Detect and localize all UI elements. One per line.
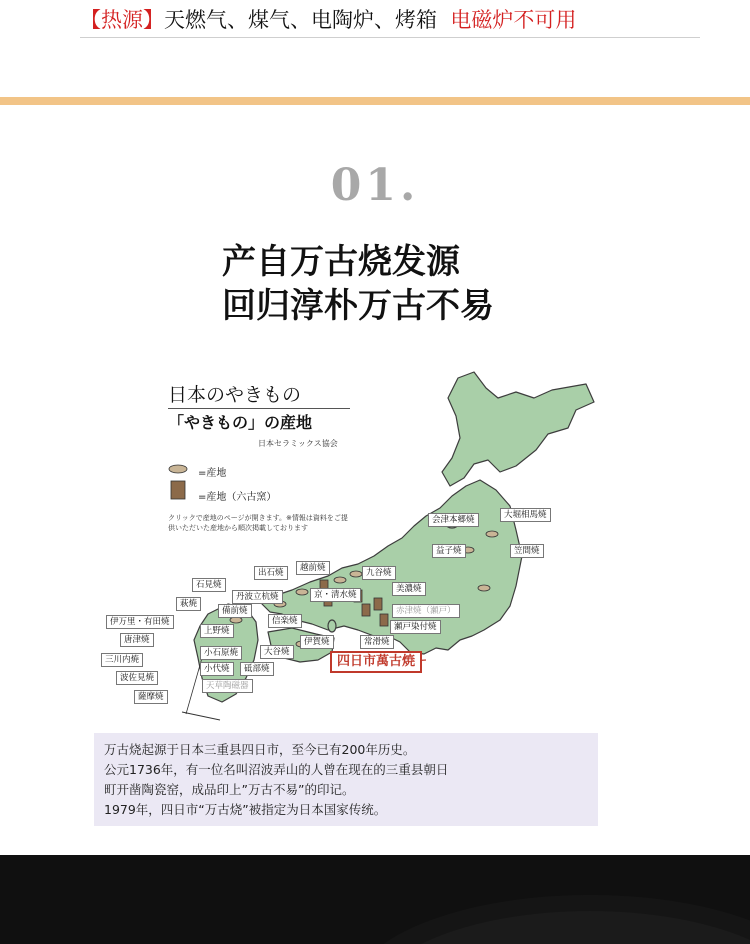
pot-rim-image: [0, 855, 750, 944]
map-label: 笠間焼: [510, 544, 544, 558]
map-label: 瀬戸染付焼: [390, 620, 441, 634]
info-line-2: 公元1736年，有一位名叫沼波弄山的人曾在现在的三重县朝日: [104, 762, 449, 777]
map-label: 出石焼: [254, 566, 288, 580]
map-label: 赤津焼（瀬戸）: [392, 604, 460, 618]
map-label: 小石原焼: [200, 646, 242, 660]
map-label: 越前焼: [296, 561, 330, 575]
map-label: 波佐見焼: [116, 671, 158, 685]
map-label: 大堀相馬焼: [500, 508, 551, 522]
section-headline: [222, 240, 642, 328]
map-label: 丹波立杭焼: [232, 590, 283, 604]
info-line-3: 町开凿陶瓷窑，成品印上”万古不易”的印记。: [104, 782, 355, 797]
legend-site-icon: [169, 465, 187, 473]
map-subtitle: 「やきもの」の産地: [168, 413, 313, 432]
heat-source-not-supported: 电磁炉不可用: [450, 8, 577, 32]
map-label: 砥部焼: [240, 662, 274, 676]
product-photo: [0, 855, 750, 944]
map-label: 小代焼: [200, 662, 234, 676]
map-label: 天草陶磁器: [202, 679, 253, 693]
map-label: 薩摩焼: [134, 690, 168, 704]
map-note: クリックで産地のページが開きます。※情報は資料をご提供いただいた産地から順次掲載しております: [168, 514, 348, 532]
map-label: 石見焼: [192, 578, 226, 592]
site-marker: [350, 571, 362, 577]
site-marker: [334, 577, 346, 583]
history-info-box: [94, 733, 598, 826]
map-label: 唐津焼: [120, 633, 154, 647]
info-line-4: 1979年，四日市“万古烧”被指定为日本国家传统。: [104, 802, 387, 817]
map-label: 会津本郷焼: [428, 513, 479, 527]
map-label: 常滑焼: [360, 635, 394, 649]
map-label: 三川内焼: [101, 653, 143, 667]
map-label: 九谷焼: [362, 566, 396, 580]
headline-line-1: 产自万古烧发源: [222, 242, 460, 282]
map-label: 上野焼: [200, 624, 234, 638]
heat-source-tag: 【热源】: [80, 8, 164, 32]
site-marker: [478, 585, 490, 591]
heat-source-row: [80, 6, 700, 36]
headline-line-2: 回归淳朴万古不易: [222, 286, 494, 326]
kiln-marker: [380, 614, 388, 626]
map-label: 大谷焼: [260, 645, 294, 659]
section-number: 01.: [330, 160, 420, 211]
map-label: 備前焼: [218, 604, 252, 618]
site-marker: [486, 531, 498, 537]
map-label: 伊賀焼: [300, 635, 334, 649]
site-marker: [296, 589, 308, 595]
legend-kiln-icon: [171, 481, 185, 499]
map-label: 萩焼: [176, 597, 201, 611]
divider: [80, 37, 700, 38]
map-label: 伊万里・有田焼: [106, 615, 174, 629]
map-association: 日本セラミックス協会: [258, 439, 338, 448]
map-label: 美濃焼: [392, 582, 426, 596]
heat-source-supported: 天燃气、煤气、电陶炉、烤箱: [164, 8, 437, 32]
map-label: 信楽焼: [268, 614, 302, 628]
awaji-island: [328, 620, 336, 632]
map-title: 日本のやきもの: [168, 383, 350, 409]
legend-kiln: =産地（六古窯）: [198, 492, 277, 503]
kiln-marker: [374, 598, 382, 610]
legend-site: =産地: [198, 468, 227, 479]
hokkaido-island: [442, 372, 594, 486]
banko-highlight-label: 四日市萬古焼: [330, 651, 422, 673]
kiln-marker: [362, 604, 370, 616]
info-line-1: 万古烧起源于日本三重县四日市，至今已有200年历史。: [104, 742, 416, 757]
map-label: 京・清水焼: [310, 588, 361, 602]
map-label: 益子焼: [432, 544, 466, 558]
accent-band: [0, 97, 750, 105]
